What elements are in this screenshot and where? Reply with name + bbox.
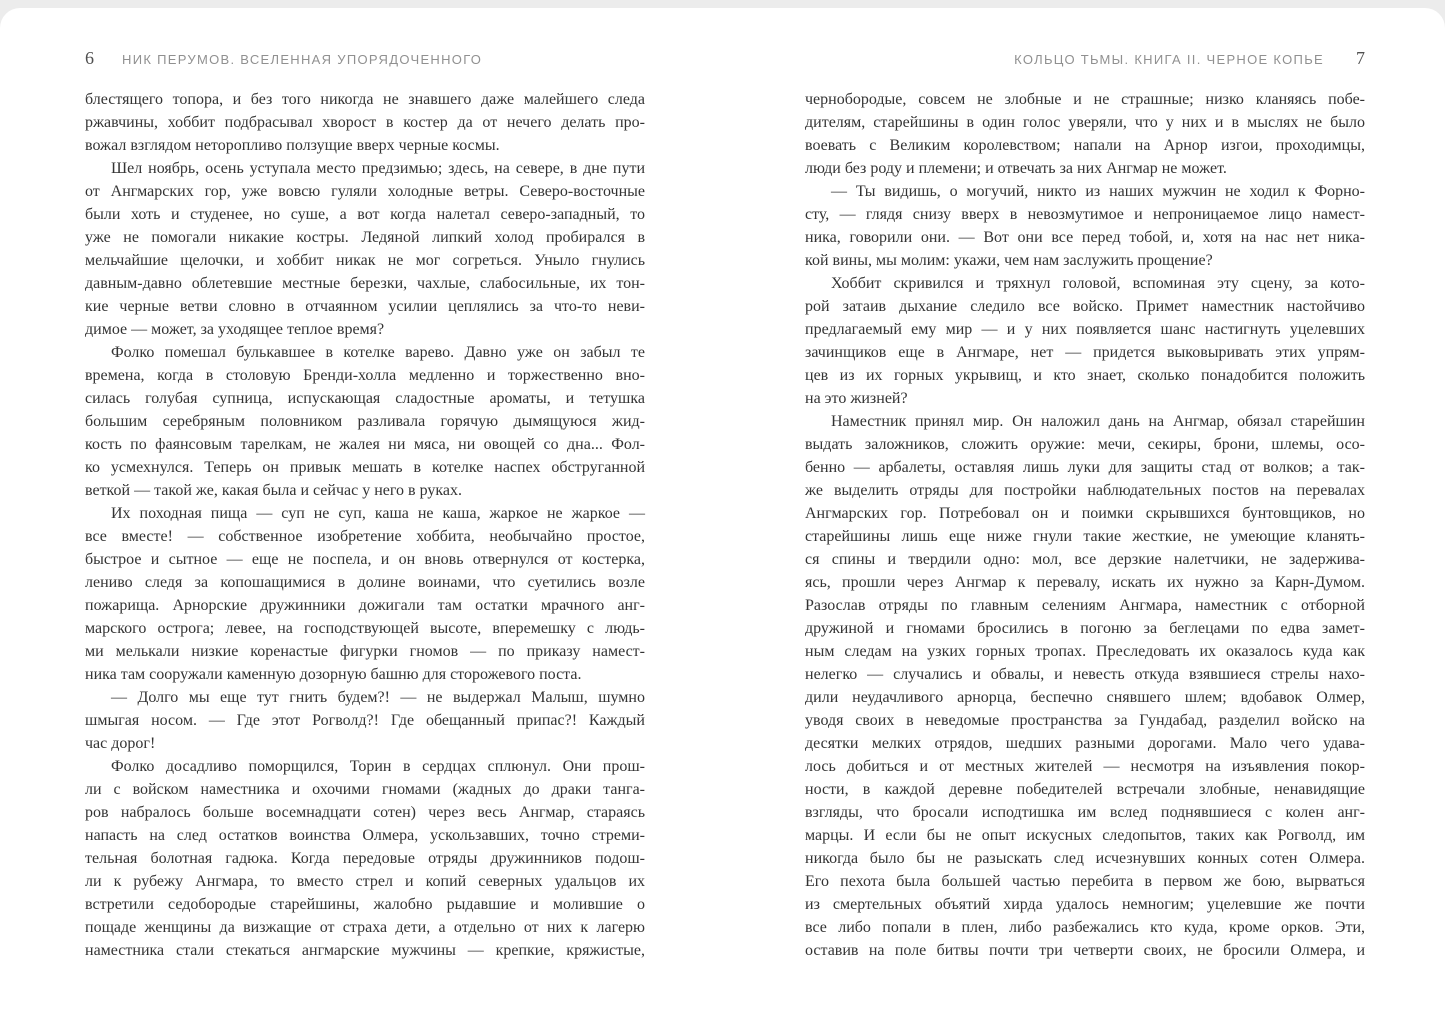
text-line: сту, — глядя снизу вверх в невозмутимое и непроницаемое лицо намест- xyxy=(805,206,1365,223)
text-line: напасть на след остатков воинства Олмера, ускользавших, точно стреми- xyxy=(85,827,645,844)
text-line: ли к рубежу Ангмара, то вместо стрел и копий северных удальцов их xyxy=(85,873,645,890)
text-line: кость по фаянсовым тарелкам, не жалея ни мяса, ни овощей со дна... Фол- xyxy=(85,436,645,453)
left-header-title: НИК ПЕРУМОВ. ВСЕЛЕННАЯ УПОРЯДОЧЕННОГО xyxy=(122,52,483,67)
text-line: веткой — такой же, какая была и сейчас у него в руках. xyxy=(85,482,463,499)
text-line: дителям, старейшины в один голос уверяли, что у них и в мыслях не было xyxy=(805,114,1365,131)
left-running-header xyxy=(85,48,645,68)
text-line: — Ты видишь, о могучий, никто из наших мужчин не ходил к Форно- xyxy=(831,183,1365,200)
text-line: из смертельных объятий хирда удалось немногим; уцелевшие же почти xyxy=(805,896,1365,913)
left-page-number: 6 xyxy=(85,48,94,68)
text-line: ника там сооружали каменную дозорную башню для сторожевого поста. xyxy=(85,666,582,683)
paragraph xyxy=(85,341,645,502)
text-line: рой затаив дыхание следило все войско. Примет наместник настойчиво xyxy=(805,298,1365,315)
text-line: тельная болотная гадюка. Когда передовые отряды дружинников подош- xyxy=(85,850,645,867)
text-line: же выделить отряды для постройки наблюдательных постов на перевалах xyxy=(805,482,1365,499)
text-line: лениво следя за копошащимися в долине воинами, что суетились возле xyxy=(85,574,645,591)
text-line: ся спины и твердили одно: мол, все дерзкие налетчики, не задержива- xyxy=(805,551,1365,568)
right-page-number: 7 xyxy=(1356,48,1365,68)
paragraph xyxy=(85,686,645,755)
text-line: ров набралось больше восемнадцати сотен) через весь Ангмар, стараясь xyxy=(85,804,645,821)
text-line: ржавчины, хоббит подбрасывал хворост в костер да от нечего делать про- xyxy=(85,114,645,131)
text-line: никогда было бы не разыскать след исчезнувших конных сотен Олмера. xyxy=(805,850,1365,867)
text-line: бенно — арбалеты, оставляя лишь луки для защиты стад от волков; а так- xyxy=(805,459,1365,476)
text-line: зачинщиков еще в Ангмаре, нет — придется выковыривать этих упрям- xyxy=(805,344,1365,361)
text-line: шмыгая носом. — Где этот Рогволд?! Где обещанный припас?! Каждый xyxy=(85,712,645,729)
text-line: все вместе! — собственное изобретение хоббита, необычайно простое, xyxy=(85,528,645,545)
text-line: давным-давно облетевшие местные березки, чахлые, слабосильные, их тон- xyxy=(85,275,645,292)
text-line: кой вины, мы молим: укажи, чем нам заслужить прощение? xyxy=(805,252,1213,269)
text-line: мельчайшие щелочки, и хоббит никак не мог согреться. Уныло гнулись xyxy=(85,252,645,269)
paragraph xyxy=(85,502,645,686)
paragraph xyxy=(85,157,645,341)
text-line: дружиной и гномами бросились в погоню за беглецами по едва замет- xyxy=(805,620,1365,637)
text-line: встретили седобородые старейшины, жалобно рыдавшие и молившие о xyxy=(85,896,645,913)
text-line: выдать заложников, сложить оружие: мечи, секиры, брони, шлемы, осо- xyxy=(805,436,1365,453)
text-line: Их походная пища — суп не суп, каша не каша, жаркое не жаркое — xyxy=(111,505,645,522)
text-line: Шел ноябрь, осень уступала место предзимью; здесь, на севере, в дне пути xyxy=(111,160,645,177)
text-line: Фолко досадливо поморщился, Торин в сердцах сплюнул. Они прош- xyxy=(111,758,645,775)
right-header-title: КОЛЬЦО ТЬМЫ. КНИГА II. ЧЕРНОЕ КОПЬЕ xyxy=(1014,52,1324,67)
text-line: большим серебряным половником разливала горячую дымящуюся жид- xyxy=(85,413,645,430)
text-line: Хоббит скривился и тряхнул головой, вспоминая эту сцену, за кото- xyxy=(831,275,1365,292)
right-page-text xyxy=(805,88,1365,962)
text-line: уже не помогали никакие костры. Ледяной липкий холод пробирался в xyxy=(85,229,645,246)
text-line: ности, в каждой деревне победителей встречали злобные, ненавидящие xyxy=(805,781,1365,798)
text-line: ника, говорили они. — Вот они все перед тобой, и, хотя на нас нет ника- xyxy=(805,229,1365,246)
text-line: уводя своих в неведомые пространства за Гундабад, разделил войско на xyxy=(805,712,1365,729)
text-line: воевать с Великим королевством; напали на Арнор изгои, проходимцы, xyxy=(805,137,1365,154)
text-line: нелегко — случались и обвалы, и невесть откуда взявшиеся стрелы нахо- xyxy=(805,666,1365,683)
text-line: силась голубая супница, испускающая сладостные ароматы, и тетушка xyxy=(85,390,645,407)
text-line: Фолко помешал булькавшее в котелке варево. Давно уже он забыл те xyxy=(111,344,645,361)
text-line: марцы. И если бы не опыт искусных следопытов, таких как Рогволд, им xyxy=(805,827,1365,844)
text-line: час дорог! xyxy=(85,735,156,752)
text-line: ли с войском наместника и охочими гномами (жадных до драки танга- xyxy=(85,781,645,798)
text-line: взгляды, что бросали исподтишка им вслед поднявшиеся с колен анг- xyxy=(805,804,1365,821)
text-line: предлагаемый ему мир — и у них появляется шанс настигнуть уцелевших xyxy=(805,321,1365,338)
text-line: Наместник принял мир. Он наложил дань на Ангмар, обязал старейшин xyxy=(831,413,1365,430)
left-page-text xyxy=(85,88,645,962)
text-line: наместника стали стекаться ангмарские мужчины — крепкие, кряжистые, xyxy=(85,942,645,959)
text-line: блестящего топора, и без того никогда не знавшего даже малейшего следа xyxy=(85,91,645,108)
paragraph xyxy=(805,180,1365,272)
text-line: Его пехота была большей частью перебита в первом же бою, вырваться xyxy=(805,873,1365,890)
text-line: марского острога; левее, на господствующей высоте, вперемешку с людь- xyxy=(85,620,645,637)
text-line: ми мелькали низкие коренастые фигурки гномов — по приказу намест- xyxy=(85,643,645,660)
text-line: — Долго мы еще тут гнить будем?! — не выдержал Малыш, шумно xyxy=(111,689,645,706)
text-line: димое — может, за уходящее теплое время? xyxy=(85,321,385,338)
text-line: ным следам на узких горных тропах. Преследовать их оказалось куда как xyxy=(805,643,1365,660)
text-line: десятки мелких отрядов, шедших разными дорогами. Мало чего удава- xyxy=(805,735,1365,752)
text-line: Разослав отряды по главным селениям Ангмара, наместник с отборной xyxy=(805,597,1365,614)
text-line: ко усмехнулся. Теперь он привык мешать в котелке наспех обструганной xyxy=(85,459,645,476)
text-line: все либо попали в плен, либо разбежались кто куда, кроме орков. Эти, xyxy=(805,919,1365,936)
book-spread xyxy=(0,8,1445,1033)
paragraph xyxy=(805,88,1365,180)
text-line: ясь, прошли через Ангмар к перевалу, искать их нужно за Карн-Думом. xyxy=(805,574,1365,591)
text-line: кие черные ветви словно в отчаянном усилии цеплялись за что-то неви- xyxy=(85,298,645,315)
text-line: пожарища. Арнорские дружинники дожигали там остатки мрачного анг- xyxy=(85,597,645,614)
text-line: лось добиться и от местных жителей — несмотря на изъявления покор- xyxy=(805,758,1365,775)
paragraph xyxy=(85,88,645,157)
text-line: Ангмарских гор. Потребовал он и поимки скрывшихся бунтовщиков, но xyxy=(805,505,1365,522)
text-line: на это жизней? xyxy=(805,390,908,407)
paragraph xyxy=(805,272,1365,410)
text-line: быстрое и сытное — еще не поспела, и он вновь отвернулся от костерка, xyxy=(85,551,645,568)
paragraph xyxy=(85,755,645,962)
text-line: дили неудачливого арнорца, беспечно снявшего шлем; вдобавок Олмер, xyxy=(805,689,1365,706)
text-line: от Ангмарских гор, уже вовсю гуляли холодные ветры. Северо-восточные xyxy=(85,183,645,200)
text-line: люди без роду и племени; и отвечать за них Ангмар не может. xyxy=(805,160,1227,177)
text-line: старейшины лишь еще ниже гнули такие жесткие, не умеющие кланять- xyxy=(805,528,1365,545)
text-line: были хоть и студенее, но суше, а вот когда налетал северо-западный, то xyxy=(85,206,645,223)
text-line: чернобородые, совсем не злобные и не страшные; низко кланяясь побе- xyxy=(805,91,1365,108)
text-line: оставив на поле битвы почти три четверти своих, не бросили Олмера, и xyxy=(805,942,1365,959)
text-line: вожал взглядом неторопливо ползущие вверх черные космы. xyxy=(85,137,500,154)
paragraph xyxy=(805,410,1365,962)
text-line: времена, когда в столовую Бренди-холла медленно и торжественно вно- xyxy=(85,367,645,384)
text-line: пощаде женщины да визжащие от страха дети, а отдельно от них к лагерю xyxy=(85,919,645,936)
right-running-header xyxy=(805,48,1365,68)
text-line: цев из их горных укрывищ, и кто знает, сколько понадобится положить xyxy=(805,367,1365,384)
